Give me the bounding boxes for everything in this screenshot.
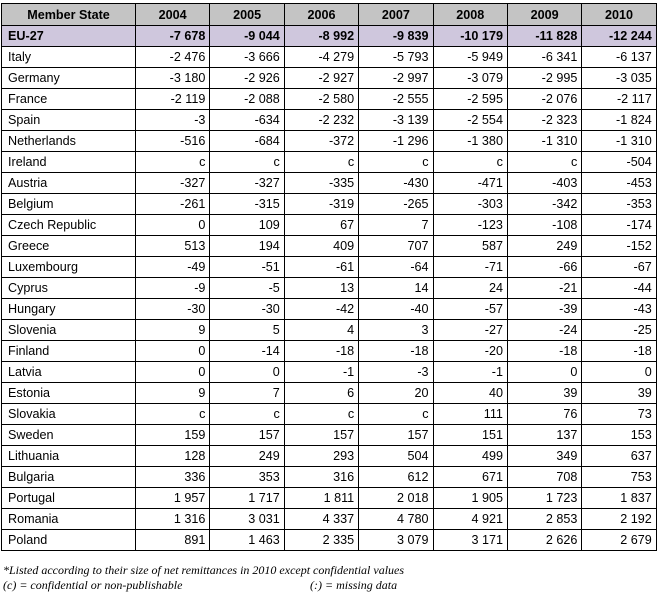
value-cell: -265: [359, 194, 433, 215]
value-cell: -51: [210, 257, 284, 278]
value-cell: -453: [582, 173, 656, 194]
table-row: [2, 173, 657, 194]
member-state-name: Bulgaria: [2, 467, 136, 488]
table-row: [2, 509, 657, 530]
value-cell: -10 179: [433, 26, 507, 47]
table-row: [2, 320, 657, 341]
header-year: 2007: [359, 4, 433, 26]
footnote-confidential: (c) = confidential or non-publishable: [3, 578, 183, 592]
member-state-name: Belgium: [2, 194, 136, 215]
value-cell: -2 995: [507, 68, 581, 89]
value-cell: -372: [284, 131, 358, 152]
value-cell: 157: [284, 425, 358, 446]
value-cell: 499: [433, 446, 507, 467]
value-cell: -108: [507, 215, 581, 236]
member-state-name: Estonia: [2, 383, 136, 404]
value-cell: 2 192: [582, 509, 656, 530]
value-cell: -3 079: [433, 68, 507, 89]
value-cell: 753: [582, 467, 656, 488]
value-cell: 39: [582, 383, 656, 404]
header-year: 2009: [507, 4, 581, 26]
value-cell: -43: [582, 299, 656, 320]
value-cell: c: [284, 404, 358, 425]
table-body: [2, 26, 657, 551]
header-year: 2005: [210, 4, 284, 26]
value-cell: c: [433, 152, 507, 173]
value-cell: 349: [507, 446, 581, 467]
value-cell: c: [210, 152, 284, 173]
value-cell: -342: [507, 194, 581, 215]
value-cell: -6 137: [582, 47, 656, 68]
value-cell: 111: [433, 404, 507, 425]
member-state-name: Finland: [2, 341, 136, 362]
table-row: [2, 362, 657, 383]
member-state-name: Latvia: [2, 362, 136, 383]
member-state-name: France: [2, 89, 136, 110]
value-cell: 1 811: [284, 488, 358, 509]
value-cell: 3: [359, 320, 433, 341]
value-cell: 1 723: [507, 488, 581, 509]
value-cell: 153: [582, 425, 656, 446]
value-cell: -123: [433, 215, 507, 236]
value-cell: -18: [582, 341, 656, 362]
header-year: 2006: [284, 4, 358, 26]
member-state-name: Lithuania: [2, 446, 136, 467]
value-cell: 637: [582, 446, 656, 467]
table-row: [2, 110, 657, 131]
value-cell: -684: [210, 131, 284, 152]
member-state-name: Austria: [2, 173, 136, 194]
value-cell: -61: [284, 257, 358, 278]
value-cell: 409: [284, 236, 358, 257]
value-cell: c: [359, 404, 433, 425]
value-cell: -2 595: [433, 89, 507, 110]
value-cell: -319: [284, 194, 358, 215]
value-cell: -9 044: [210, 26, 284, 47]
value-cell: 587: [433, 236, 507, 257]
value-cell: 0: [136, 341, 210, 362]
member-state-name: Spain: [2, 110, 136, 131]
header-year: 2004: [136, 4, 210, 26]
value-cell: -1 380: [433, 131, 507, 152]
value-cell: -39: [507, 299, 581, 320]
value-cell: c: [210, 404, 284, 425]
header-year: 2008: [433, 4, 507, 26]
value-cell: c: [507, 152, 581, 173]
header-year: 2010: [582, 4, 656, 26]
value-cell: -2 232: [284, 110, 358, 131]
member-state-name: Sweden: [2, 425, 136, 446]
value-cell: -7 678: [136, 26, 210, 47]
value-cell: -20: [433, 341, 507, 362]
value-cell: -27: [433, 320, 507, 341]
value-cell: -261: [136, 194, 210, 215]
table-row: [2, 194, 657, 215]
value-cell: -1: [284, 362, 358, 383]
table-row: [2, 257, 657, 278]
table-row: [2, 530, 657, 551]
value-cell: 7: [359, 215, 433, 236]
value-cell: 2 679: [582, 530, 656, 551]
member-state-name: Romania: [2, 509, 136, 530]
value-cell: 0: [136, 215, 210, 236]
value-cell: 2 335: [284, 530, 358, 551]
value-cell: 1 463: [210, 530, 284, 551]
value-cell: -2 323: [507, 110, 581, 131]
value-cell: -353: [582, 194, 656, 215]
member-state-name: Slovakia: [2, 404, 136, 425]
member-state-name: Italy: [2, 47, 136, 68]
value-cell: -18: [284, 341, 358, 362]
value-cell: 612: [359, 467, 433, 488]
value-cell: 0: [136, 362, 210, 383]
value-cell: 316: [284, 467, 358, 488]
value-cell: 4: [284, 320, 358, 341]
table-row: [2, 446, 657, 467]
member-state-name: Netherlands: [2, 131, 136, 152]
value-cell: -9: [136, 278, 210, 299]
value-cell: 708: [507, 467, 581, 488]
value-cell: -303: [433, 194, 507, 215]
value-cell: 14: [359, 278, 433, 299]
value-cell: 0: [210, 362, 284, 383]
value-cell: -25: [582, 320, 656, 341]
value-cell: 20: [359, 383, 433, 404]
value-cell: -49: [136, 257, 210, 278]
table-row: [2, 215, 657, 236]
table-row: [2, 278, 657, 299]
member-state-name: Czech Republic: [2, 215, 136, 236]
value-cell: -327: [210, 173, 284, 194]
value-cell: 67: [284, 215, 358, 236]
value-cell: -1 296: [359, 131, 433, 152]
value-cell: -174: [582, 215, 656, 236]
member-state-name: Hungary: [2, 299, 136, 320]
value-cell: -30: [136, 299, 210, 320]
member-state-name: Portugal: [2, 488, 136, 509]
value-cell: -4 279: [284, 47, 358, 68]
value-cell: 3 079: [359, 530, 433, 551]
value-cell: 671: [433, 467, 507, 488]
value-cell: -12 244: [582, 26, 656, 47]
value-cell: 1 957: [136, 488, 210, 509]
value-cell: -2 088: [210, 89, 284, 110]
value-cell: 157: [210, 425, 284, 446]
value-cell: -327: [136, 173, 210, 194]
table-row: [2, 236, 657, 257]
value-cell: 73: [582, 404, 656, 425]
value-cell: -6 341: [507, 47, 581, 68]
value-cell: 336: [136, 467, 210, 488]
footnotes: [3, 563, 658, 593]
value-cell: 194: [210, 236, 284, 257]
value-cell: -3 035: [582, 68, 656, 89]
value-cell: 76: [507, 404, 581, 425]
value-cell: 353: [210, 467, 284, 488]
footnote-missing: (:) = missing data: [310, 578, 398, 592]
table-row: [2, 467, 657, 488]
value-cell: 2 853: [507, 509, 581, 530]
value-cell: 293: [284, 446, 358, 467]
table-row: [2, 47, 657, 68]
table-row: [2, 131, 657, 152]
value-cell: 249: [507, 236, 581, 257]
table-row: [2, 299, 657, 320]
value-cell: 39: [507, 383, 581, 404]
value-cell: -3 666: [210, 47, 284, 68]
value-cell: -66: [507, 257, 581, 278]
value-cell: 9: [136, 320, 210, 341]
value-cell: 128: [136, 446, 210, 467]
value-cell: -315: [210, 194, 284, 215]
value-cell: 1 837: [582, 488, 656, 509]
value-cell: -516: [136, 131, 210, 152]
value-cell: -2 554: [433, 110, 507, 131]
table-row: [2, 89, 657, 110]
table-row: [2, 488, 657, 509]
value-cell: -152: [582, 236, 656, 257]
value-cell: c: [136, 404, 210, 425]
value-cell: -30: [210, 299, 284, 320]
value-cell: -57: [433, 299, 507, 320]
value-cell: 4 780: [359, 509, 433, 530]
value-cell: -2 555: [359, 89, 433, 110]
member-state-name: Slovenia: [2, 320, 136, 341]
footnote-listing: *Listed according to their size of net remittances in 2010 except confidential values: [3, 563, 405, 577]
value-cell: 9: [136, 383, 210, 404]
value-cell: 159: [136, 425, 210, 446]
value-cell: -64: [359, 257, 433, 278]
value-cell: -430: [359, 173, 433, 194]
value-cell: -1 310: [507, 131, 581, 152]
remittances-table: [1, 3, 657, 551]
value-cell: -504: [582, 152, 656, 173]
member-state-name: Cyprus: [2, 278, 136, 299]
value-cell: -1 310: [582, 131, 656, 152]
value-cell: -8 992: [284, 26, 358, 47]
member-state-name: EU-27: [2, 26, 136, 47]
value-cell: 3 031: [210, 509, 284, 530]
value-cell: 157: [359, 425, 433, 446]
member-state-name: Poland: [2, 530, 136, 551]
value-cell: -3: [136, 110, 210, 131]
value-cell: 504: [359, 446, 433, 467]
member-state-name: Luxembourg: [2, 257, 136, 278]
value-cell: 891: [136, 530, 210, 551]
table-row: [2, 68, 657, 89]
table-row: [2, 383, 657, 404]
value-cell: -2 076: [507, 89, 581, 110]
value-cell: -1: [433, 362, 507, 383]
value-cell: -21: [507, 278, 581, 299]
value-cell: -471: [433, 173, 507, 194]
value-cell: -403: [507, 173, 581, 194]
value-cell: -1 824: [582, 110, 656, 131]
value-cell: 3 171: [433, 530, 507, 551]
value-cell: -42: [284, 299, 358, 320]
value-cell: -634: [210, 110, 284, 131]
value-cell: -2 926: [210, 68, 284, 89]
header-member-state: Member State: [2, 4, 136, 26]
value-cell: 109: [210, 215, 284, 236]
value-cell: 0: [507, 362, 581, 383]
value-cell: 1 905: [433, 488, 507, 509]
value-cell: 7: [210, 383, 284, 404]
table-row: [2, 341, 657, 362]
value-cell: -11 828: [507, 26, 581, 47]
value-cell: 40: [433, 383, 507, 404]
value-cell: c: [284, 152, 358, 173]
value-cell: -2 580: [284, 89, 358, 110]
value-cell: 707: [359, 236, 433, 257]
value-cell: 0: [582, 362, 656, 383]
value-cell: -3 139: [359, 110, 433, 131]
value-cell: 4 921: [433, 509, 507, 530]
value-cell: -2 117: [582, 89, 656, 110]
value-cell: 24: [433, 278, 507, 299]
value-cell: c: [359, 152, 433, 173]
value-cell: -5: [210, 278, 284, 299]
table-row: [2, 404, 657, 425]
value-cell: -3 180: [136, 68, 210, 89]
table-row: [2, 425, 657, 446]
value-cell: 2 626: [507, 530, 581, 551]
member-state-name: Germany: [2, 68, 136, 89]
value-cell: -2 119: [136, 89, 210, 110]
value-cell: 513: [136, 236, 210, 257]
value-cell: -2 476: [136, 47, 210, 68]
header-row: [2, 4, 657, 26]
value-cell: 249: [210, 446, 284, 467]
member-state-name: Greece: [2, 236, 136, 257]
value-cell: -71: [433, 257, 507, 278]
value-cell: 151: [433, 425, 507, 446]
value-cell: -5 949: [433, 47, 507, 68]
value-cell: -2 927: [284, 68, 358, 89]
member-state-name: Ireland: [2, 152, 136, 173]
value-cell: 1 717: [210, 488, 284, 509]
value-cell: 13: [284, 278, 358, 299]
table-row: [2, 152, 657, 173]
value-cell: -40: [359, 299, 433, 320]
value-cell: -335: [284, 173, 358, 194]
value-cell: -67: [582, 257, 656, 278]
eu27-total-row: [2, 26, 657, 47]
value-cell: -18: [507, 341, 581, 362]
value-cell: 4 337: [284, 509, 358, 530]
value-cell: -24: [507, 320, 581, 341]
value-cell: 6: [284, 383, 358, 404]
value-cell: -5 793: [359, 47, 433, 68]
value-cell: -18: [359, 341, 433, 362]
value-cell: 137: [507, 425, 581, 446]
value-cell: -44: [582, 278, 656, 299]
value-cell: -9 839: [359, 26, 433, 47]
value-cell: -3: [359, 362, 433, 383]
value-cell: 2 018: [359, 488, 433, 509]
value-cell: 1 316: [136, 509, 210, 530]
value-cell: -2 997: [359, 68, 433, 89]
value-cell: c: [136, 152, 210, 173]
value-cell: 5: [210, 320, 284, 341]
value-cell: -14: [210, 341, 284, 362]
